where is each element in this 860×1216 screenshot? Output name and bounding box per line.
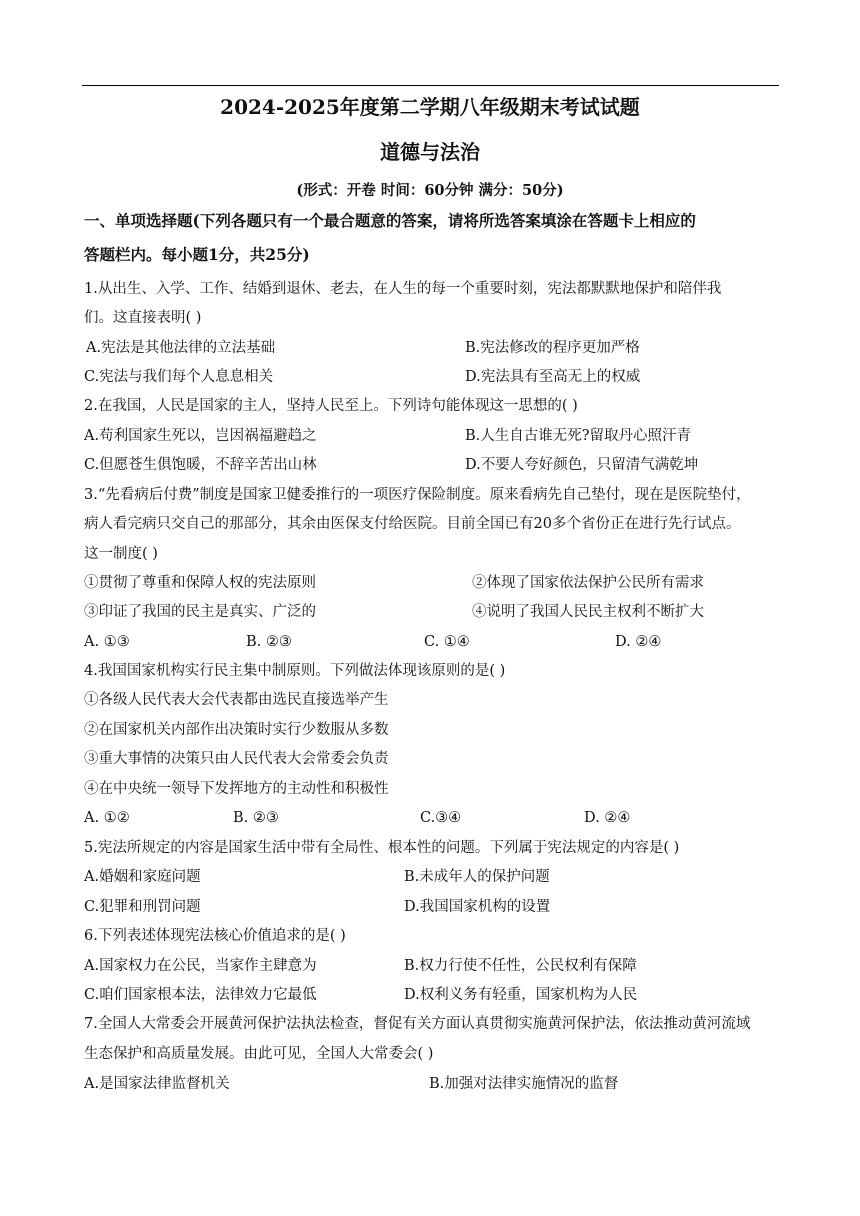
option-d: D.宪法具有至高无上的权威 [465, 369, 641, 385]
option-c: C.但愿苍生俱饱暖，不辞辛苦出山林 [84, 457, 317, 473]
option-d: D.权利义务有轻重，国家机构为人民 [404, 987, 638, 1003]
option-d: D. ②④ [615, 634, 662, 650]
option-d: D. ②④ [584, 810, 631, 826]
question-stem: 2.在我国，人民是国家的主人，坚持人民至上。下列诗句能体现这一思想的( ) [84, 398, 578, 414]
option-b: B.加强对法律实施情况的监督 [429, 1076, 619, 1092]
statement-2: ②在国家机关内部作出决策时实行少数服从多数 [84, 722, 389, 738]
statement-4: ④说明了我国人民民主权利不断扩大 [472, 604, 704, 620]
question-stem: 3.“先看病后付费”制度是国家卫健委推行的一项医疗保险制度。原来看病先自己垫付，现在是医院垫付， [84, 487, 751, 503]
option-b: B. ②③ [233, 810, 279, 826]
question-stem: 1.从出生、入学、工作、结婚到退休、老去，在人生的每一个重要时刻，宪法都默默地保护和陪伴我 [84, 281, 722, 297]
option-a: A. ①③ [84, 634, 130, 650]
option-a: A.婚姻和家庭问题 [84, 869, 201, 885]
question-stem: 4.我国国家机构实行民主集中制原则。下列做法体现该原则的是( ) [84, 663, 506, 679]
option-b: B.宪法修改的程序更加严格 [465, 340, 640, 356]
option-a: A.苟利国家生死以，岂因祸福避趋之 [84, 428, 317, 444]
subject-title: 道德与法治 [380, 140, 480, 164]
option-b: B.人生自古谁无死?留取丹心照汗青 [465, 428, 692, 444]
option-c: C. ①④ [424, 634, 470, 650]
question-stem: 7.全国人大常委会开展黄河保护法执法检查，督促有关方面认真贯彻实施黄河保护法，依法推动黄河流域 [84, 1016, 751, 1032]
option-c: C.③④ [420, 810, 462, 826]
statement-1: ①各级人民代表大会代表都由选民直接选举产生 [84, 692, 389, 708]
option-a: A.国家权力在公民，当家作主肆意为 [84, 958, 317, 974]
exam-title: 2024-2025年度第二学期八年级期末考试试题 [220, 95, 640, 119]
question-stem: 生态保护和高质量发展。由此可见，全国人大常委会( ) [84, 1046, 434, 1062]
question-stem: 们。这直接表明( ) [84, 310, 202, 326]
option-c: C.宪法与我们每个人息息相关 [84, 369, 274, 385]
top-rule [82, 85, 779, 86]
statement-3: ③印证了我国的民主是真实、广泛的 [84, 604, 316, 620]
section-heading-line2: 答题栏内。每小题1分，共25分) [84, 245, 310, 264]
section-heading-line1: 一、单项选择题(下列各题只有一个最合题意的答案，请将所选答案填涂在答题卡上相应的 [84, 211, 696, 230]
question-stem: 5.宪法所规定的内容是国家生活中带有全局性、根本性的问题。下列属于宪法规定的内容是( ) [84, 840, 680, 856]
option-b: B.权力行使不任性，公民权利有保障 [404, 958, 637, 974]
question-stem: 病人看完病只交自己的那部分，其余由医保支付给医院。目前全国已有20多个省份正在进行先行试点。 [84, 516, 741, 532]
question-stem: 这一制度( ) [84, 546, 158, 562]
statement-4: ④在中央统一领导下发挥地方的主动性和积极性 [84, 781, 389, 797]
option-a: A.是国家法律监督机关 [84, 1076, 230, 1092]
option-d: D.不要人夸好颜色，只留清气满乾坤 [465, 457, 699, 473]
question-stem: 6.下列表述体现宪法核心价值追求的是( ) [84, 928, 346, 944]
option-b: B.未成年人的保护问题 [404, 869, 550, 885]
statement-3: ③重大事情的决策只由人民代表大会常委会负责 [84, 751, 389, 767]
statement-2: ②体现了国家依法保护公民所有需求 [472, 575, 704, 591]
exam-meta: (形式：开卷 时间：60分钟 满分：50分) [296, 182, 564, 199]
statement-1: ①贯彻了尊重和保障人权的宪法原则 [84, 575, 316, 591]
option-d: D.我国国家机构的设置 [404, 899, 551, 915]
option-c: C.咱们国家根本法，法律效力它最低 [84, 987, 317, 1003]
option-a: A.宪法是其他法律的立法基础 [86, 340, 276, 356]
option-a: A. ①② [84, 810, 130, 826]
option-b: B. ②③ [246, 634, 292, 650]
option-c: C.犯罪和刑罚问题 [84, 899, 201, 915]
